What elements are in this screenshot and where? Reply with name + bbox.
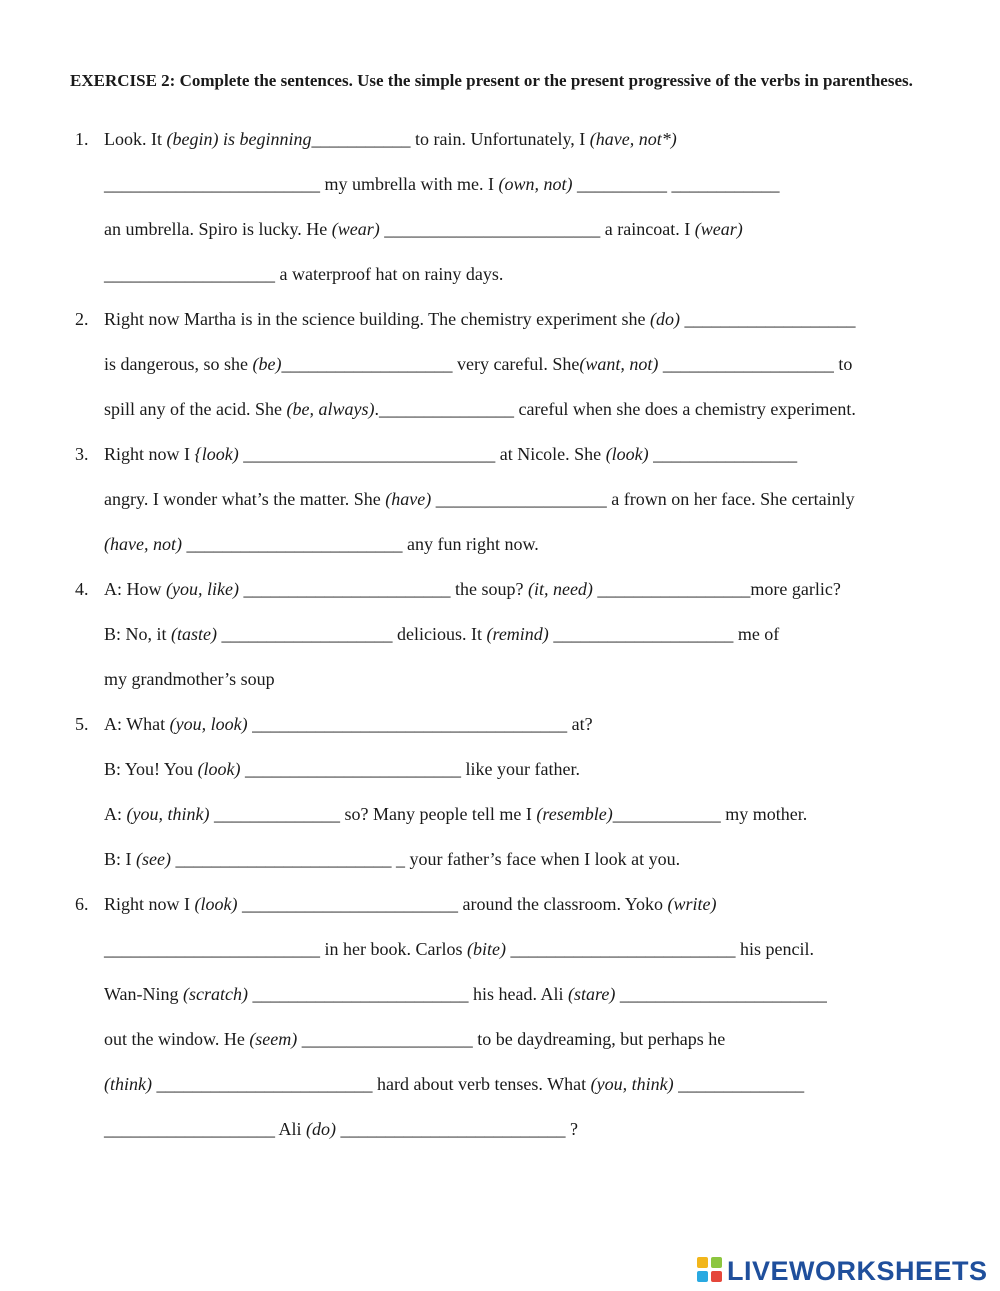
sentence-text: ______________ bbox=[673, 1074, 805, 1094]
exercise-line bbox=[104, 443, 797, 465]
exercise-line bbox=[104, 173, 779, 195]
sentence-text: ________________________ hard about verb tenses. What bbox=[151, 1074, 591, 1094]
exercise-heading: EXERCISE 2: Complete the sentences. Use the simple present or the present progressive of the verbs in parentheses. bbox=[70, 71, 913, 90]
sentence-text: _________________more garlic? bbox=[592, 579, 841, 599]
sentence-text: ________________________ his head. Ali bbox=[248, 984, 569, 1004]
sentence-text: A: How bbox=[104, 579, 166, 599]
sentence-text: A: bbox=[104, 804, 127, 824]
sentence-text: ________________________ any fun right now. bbox=[181, 534, 539, 554]
sentence-text: ___________________ to be daydreaming, but perhaps he bbox=[297, 1029, 726, 1049]
exercise-line bbox=[104, 1073, 804, 1095]
sentence-text: ______________ so? Many people tell me I bbox=[209, 804, 537, 824]
exercise-line bbox=[104, 1028, 725, 1050]
exercise-line bbox=[104, 713, 593, 735]
verb-hint: (bite) bbox=[466, 939, 506, 959]
sentence-text: an umbrella. Spiro is lucky. He bbox=[104, 219, 332, 239]
sentence-text: _________________________ his pencil. bbox=[505, 939, 814, 959]
sentence-text: my grandmother’s soup bbox=[104, 669, 275, 689]
exercise-line bbox=[104, 488, 855, 510]
sentence-text: A: What bbox=[104, 714, 170, 734]
verb-hint: (have, not*) bbox=[589, 129, 677, 149]
sentence-text: angry. I wonder what’s the matter. She bbox=[104, 489, 386, 509]
verb-hint: {look) bbox=[194, 444, 239, 464]
sentence-text: ________________________ in her book. Carlos bbox=[104, 939, 467, 959]
verb-hint: (scratch) bbox=[183, 984, 249, 1004]
exercise-number: 6. bbox=[75, 894, 89, 914]
exercise-line bbox=[104, 128, 677, 150]
sentence-text: ________________________ my umbrella with me. I bbox=[104, 174, 499, 194]
sentence-text: ___________________ to bbox=[658, 354, 853, 374]
sentence-text: ________________________ _ your father’s face when I look at you. bbox=[171, 849, 681, 869]
exercise-line bbox=[104, 938, 814, 960]
verb-hint: (do) bbox=[306, 1119, 337, 1139]
sentence-text: ___________________ Ali bbox=[104, 1119, 307, 1139]
verb-hint: (you, think) bbox=[590, 1074, 674, 1094]
exercise-number: 1. bbox=[75, 129, 89, 149]
sentence-text: ___________ to rain. Unfortunately, I bbox=[311, 129, 590, 149]
sentence-text: Right now I bbox=[104, 894, 195, 914]
liveworksheets-logo bbox=[697, 1255, 988, 1287]
verb-hint: (taste) bbox=[171, 624, 217, 644]
sentence-text: _________________________ ? bbox=[336, 1119, 579, 1139]
sentence-text: ________________________ around the classroom. Yoko bbox=[237, 894, 668, 914]
verb-hint: (write) bbox=[667, 894, 717, 914]
sentence-text: _______________________ the soup? bbox=[238, 579, 528, 599]
verb-hint: (have, not) bbox=[104, 534, 182, 554]
verb-hint: (it, need) bbox=[527, 579, 593, 599]
exercise-line bbox=[104, 668, 275, 690]
exercise-number: 3. bbox=[75, 444, 89, 464]
verb-hint: (think) bbox=[104, 1074, 152, 1094]
exercise-line bbox=[104, 758, 580, 780]
sentence-text: spill any of the acid. She bbox=[104, 399, 287, 419]
exercise-line bbox=[104, 983, 827, 1005]
sentence-text: ___________________ very careful. She bbox=[281, 354, 580, 374]
sentence-text: B: I bbox=[104, 849, 137, 869]
sentence-text: ___________________ delicious. It bbox=[217, 624, 487, 644]
sentence-text: out the window. He bbox=[104, 1029, 250, 1049]
verb-hint: (do) bbox=[650, 309, 681, 329]
logo-text: LIVEWORKSHEETS bbox=[727, 1255, 988, 1286]
sentence-text: Wan-Ning bbox=[104, 984, 184, 1004]
verb-hint: (wear) bbox=[694, 219, 743, 239]
exercise-line bbox=[104, 218, 743, 240]
exercise-line bbox=[104, 623, 779, 645]
exercise-number: 5. bbox=[75, 714, 89, 734]
sentence-text: ___________________ a frown on her face. She certainly bbox=[431, 489, 855, 509]
exercise-number: 2. bbox=[75, 309, 89, 329]
verb-hint: (you, like) bbox=[166, 579, 239, 599]
sentence-text: ___________________ bbox=[680, 309, 856, 329]
exercise-line bbox=[104, 533, 539, 555]
verb-hint: (stare) bbox=[568, 984, 616, 1004]
verb-hint: (look) bbox=[194, 894, 238, 914]
exercise-line bbox=[104, 308, 856, 330]
sentence-text: __________ ____________ bbox=[572, 174, 780, 194]
verb-hint: (be, always) bbox=[286, 399, 375, 419]
exercise-line bbox=[104, 1118, 578, 1140]
exercise-number: 4. bbox=[75, 579, 89, 599]
verb-hint: (you, look) bbox=[169, 714, 248, 734]
sentence-text: ________________________ like your father. bbox=[240, 759, 581, 779]
verb-hint: (seem) bbox=[249, 1029, 298, 1049]
exercise-line bbox=[104, 803, 807, 825]
exercise-line bbox=[104, 578, 841, 600]
sentence-text: ____________________________ at Nicole. She bbox=[238, 444, 606, 464]
sentence-text: ________________ bbox=[648, 444, 798, 464]
verb-hint: (have) bbox=[385, 489, 432, 509]
exercise-line bbox=[104, 353, 852, 375]
sentence-text: _______________________ bbox=[615, 984, 827, 1004]
sentence-text: B: No, it bbox=[104, 624, 172, 644]
verb-hint: (own, not) bbox=[498, 174, 573, 194]
sentence-text: Look. It bbox=[104, 129, 167, 149]
sentence-text: Right now Martha is in the science building. The chemistry experiment she bbox=[104, 309, 651, 329]
exercise-line bbox=[104, 263, 503, 285]
exercise-line bbox=[104, 848, 680, 870]
verb-hint: (resemble) bbox=[536, 804, 613, 824]
sentence-text: B: You! You bbox=[104, 759, 198, 779]
verb-hint: (want, not) bbox=[579, 354, 659, 374]
verb-hint: (begin) is beginning bbox=[166, 129, 312, 149]
verb-hint: (be) bbox=[252, 354, 282, 374]
sentence-text: is dangerous, so she bbox=[104, 354, 253, 374]
logo-mark-icon bbox=[697, 1257, 725, 1285]
sentence-text: ___________________ a waterproof hat on rainy days. bbox=[104, 264, 504, 284]
sentence-text: ._______________ careful when she does a chemistry experiment. bbox=[374, 399, 856, 419]
exercise-line bbox=[104, 893, 717, 915]
verb-hint: (remind) bbox=[486, 624, 549, 644]
exercise-line bbox=[104, 398, 856, 420]
verb-hint: (look) bbox=[197, 759, 241, 779]
sentence-text: ____________________ me of bbox=[548, 624, 780, 644]
verb-hint: (look) bbox=[605, 444, 649, 464]
sentence-text: ___________________________________ at? bbox=[247, 714, 593, 734]
verb-hint: (see) bbox=[136, 849, 171, 869]
verb-hint: (wear) bbox=[331, 219, 380, 239]
verb-hint: (you, think) bbox=[126, 804, 210, 824]
sentence-text: ________________________ a raincoat. I bbox=[379, 219, 695, 239]
sentence-text: Right now I bbox=[104, 444, 195, 464]
sentence-text: ____________ my mother. bbox=[612, 804, 808, 824]
